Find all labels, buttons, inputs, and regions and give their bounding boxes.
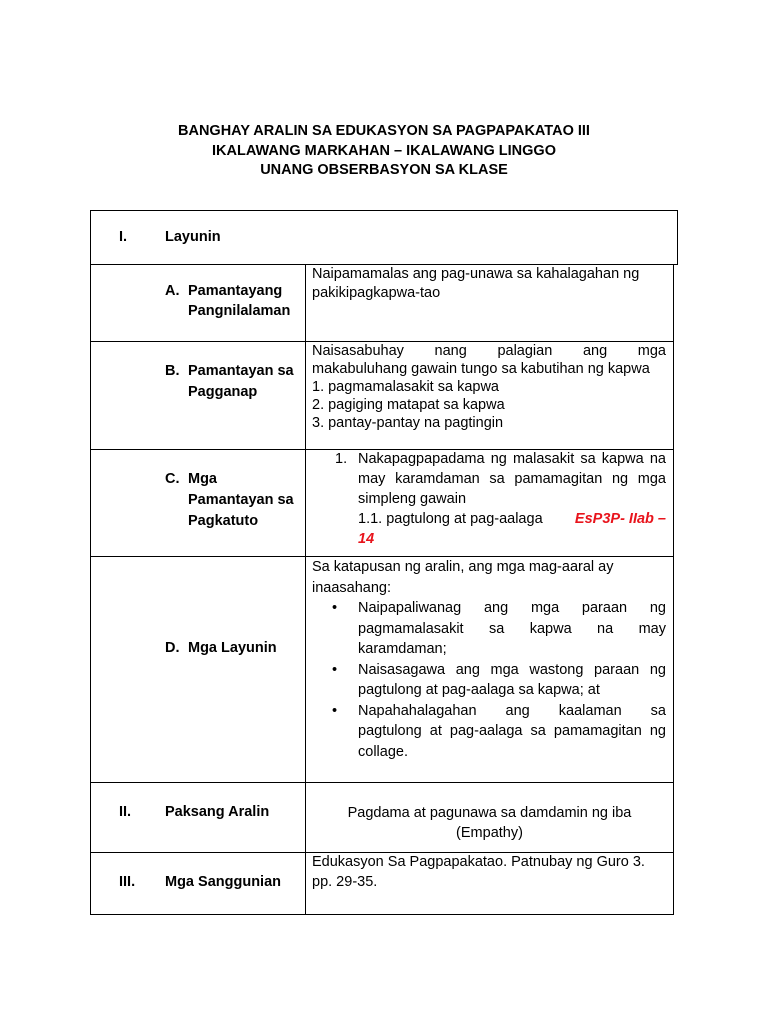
row-c-label-line-1: Mga — [188, 471, 217, 487]
section-label-layunin: Layunin — [165, 229, 221, 245]
table-left-border — [90, 264, 91, 915]
row-b-content-line-2: makabuluhang gawain tungo sa kabutihan ng kapwa — [312, 361, 650, 377]
row-c-subitem-text: 1.1. pagtulong at pag-aalaga — [358, 511, 543, 527]
row-a-label-line-1: Pamantayang — [188, 283, 283, 299]
row-c-subitem — [358, 509, 666, 529]
title-line-3: UNANG OBSERBASYON SA KLASE — [260, 162, 508, 178]
list-item: • Napahahalagahan ang kaalaman sa pagtulong at pag-aalaga sa pamamagitan ng collage. — [332, 702, 666, 760]
row-c-letter: C. — [165, 471, 180, 487]
title-line-2: IKALAWANG MARKAHAN – IKALAWANG LINGGO — [212, 142, 556, 159]
section-number-ii: II. — [119, 804, 132, 820]
row-b-content-line-1: Naisasabuhay nang palagian ang mga — [312, 343, 666, 359]
row-c-label-line-3: Pagkatuto — [188, 513, 259, 529]
table-bottom-border — [90, 914, 674, 915]
row-b-letter: B. — [165, 363, 180, 379]
row-a-label-line-2: Pangnilalaman — [188, 303, 291, 319]
row-a-content — [312, 265, 666, 302]
row-d-intro-line-1: Sa katapusan ng aralin, ang mga mag-aaral ay — [312, 559, 614, 575]
row-d-content — [312, 557, 666, 762]
row-c-number: 1. — [335, 451, 348, 467]
row-d-letter: D. — [165, 640, 180, 656]
row-b-item-3: 3. pantay-pantay na pagtingin — [312, 415, 504, 431]
row-b-item-2: 2. pagiging matapat sa kapwa — [312, 397, 505, 413]
row-c-content — [358, 449, 666, 549]
row-d-intro-line-2: inaasahang: — [312, 579, 392, 596]
table-right-border — [673, 264, 674, 915]
row-a-letter: A. — [165, 283, 180, 299]
row-c-code-part-1: EsP3P- IIab – — [574, 511, 666, 527]
row-d-label: Mga Layunin — [188, 640, 277, 656]
row-b-label-line-1: Pamantayan sa — [188, 363, 294, 379]
bullet-icon: • — [332, 600, 338, 616]
row-b-content — [312, 342, 666, 432]
row-a-content-line-1: Naipamamalas ang pag-unawa sa kahalagahan ng — [312, 266, 640, 282]
row-d-objectives-list — [312, 598, 666, 762]
list-item: • Naipapaliwanag ang mga paraan ng pagmamalasakit sa kapwa na may karamdaman; — [332, 600, 666, 657]
paksang-aralin-line-1: Pagdama at pagunawa sa damdamin ng iba — [347, 805, 632, 821]
row-b-item-1: 1. pagmamalasakit sa kapwa — [312, 379, 499, 395]
paksang-aralin-line-2: (Empathy) — [456, 825, 523, 841]
row-b-label-line-2: Pagganap — [188, 384, 258, 400]
section-number-i: I. — [119, 229, 128, 245]
section-label-sanggunian: Mga Sanggunian — [165, 874, 281, 890]
list-item: • Naisasagawa ang mga wastong paraan ng pagtulong at pag-aalaga sa kapwa; at — [332, 661, 666, 698]
bullet-icon: • — [332, 661, 338, 678]
sanggunian-line-2: pp. 29-35. — [312, 873, 378, 890]
row-a-content-line-2: pakikipagkapwa-tao — [312, 284, 441, 301]
row-c-content-line-2: may karamdaman sa pamamagitan ng mga — [358, 471, 666, 487]
section-label-paksang-aralin: Paksang Aralin — [165, 804, 270, 820]
section-number-iii: III. — [119, 874, 136, 890]
paksang-aralin-content — [306, 803, 673, 843]
title-line-1: BANGHAY ARALIN SA EDUKASYON SA PAGPAPAKATAO III — [178, 123, 590, 139]
row-divider — [90, 782, 674, 783]
document-title — [0, 122, 768, 181]
sanggunian-content — [312, 853, 666, 892]
bullet-icon: • — [332, 702, 338, 719]
row-c-code-part-2: 14 — [358, 531, 375, 547]
sanggunian-line-1: Edukasyon Sa Pagpapakatao. Patnubay ng Guro 3. — [312, 854, 645, 870]
row-c-content-line-3: simpleng gawain — [358, 491, 467, 507]
row-c-label-line-2: Pamantayan sa — [188, 492, 294, 508]
row-c-content-line-1: Nakapagpapadama ng malasakit sa kapwa na — [358, 451, 666, 467]
